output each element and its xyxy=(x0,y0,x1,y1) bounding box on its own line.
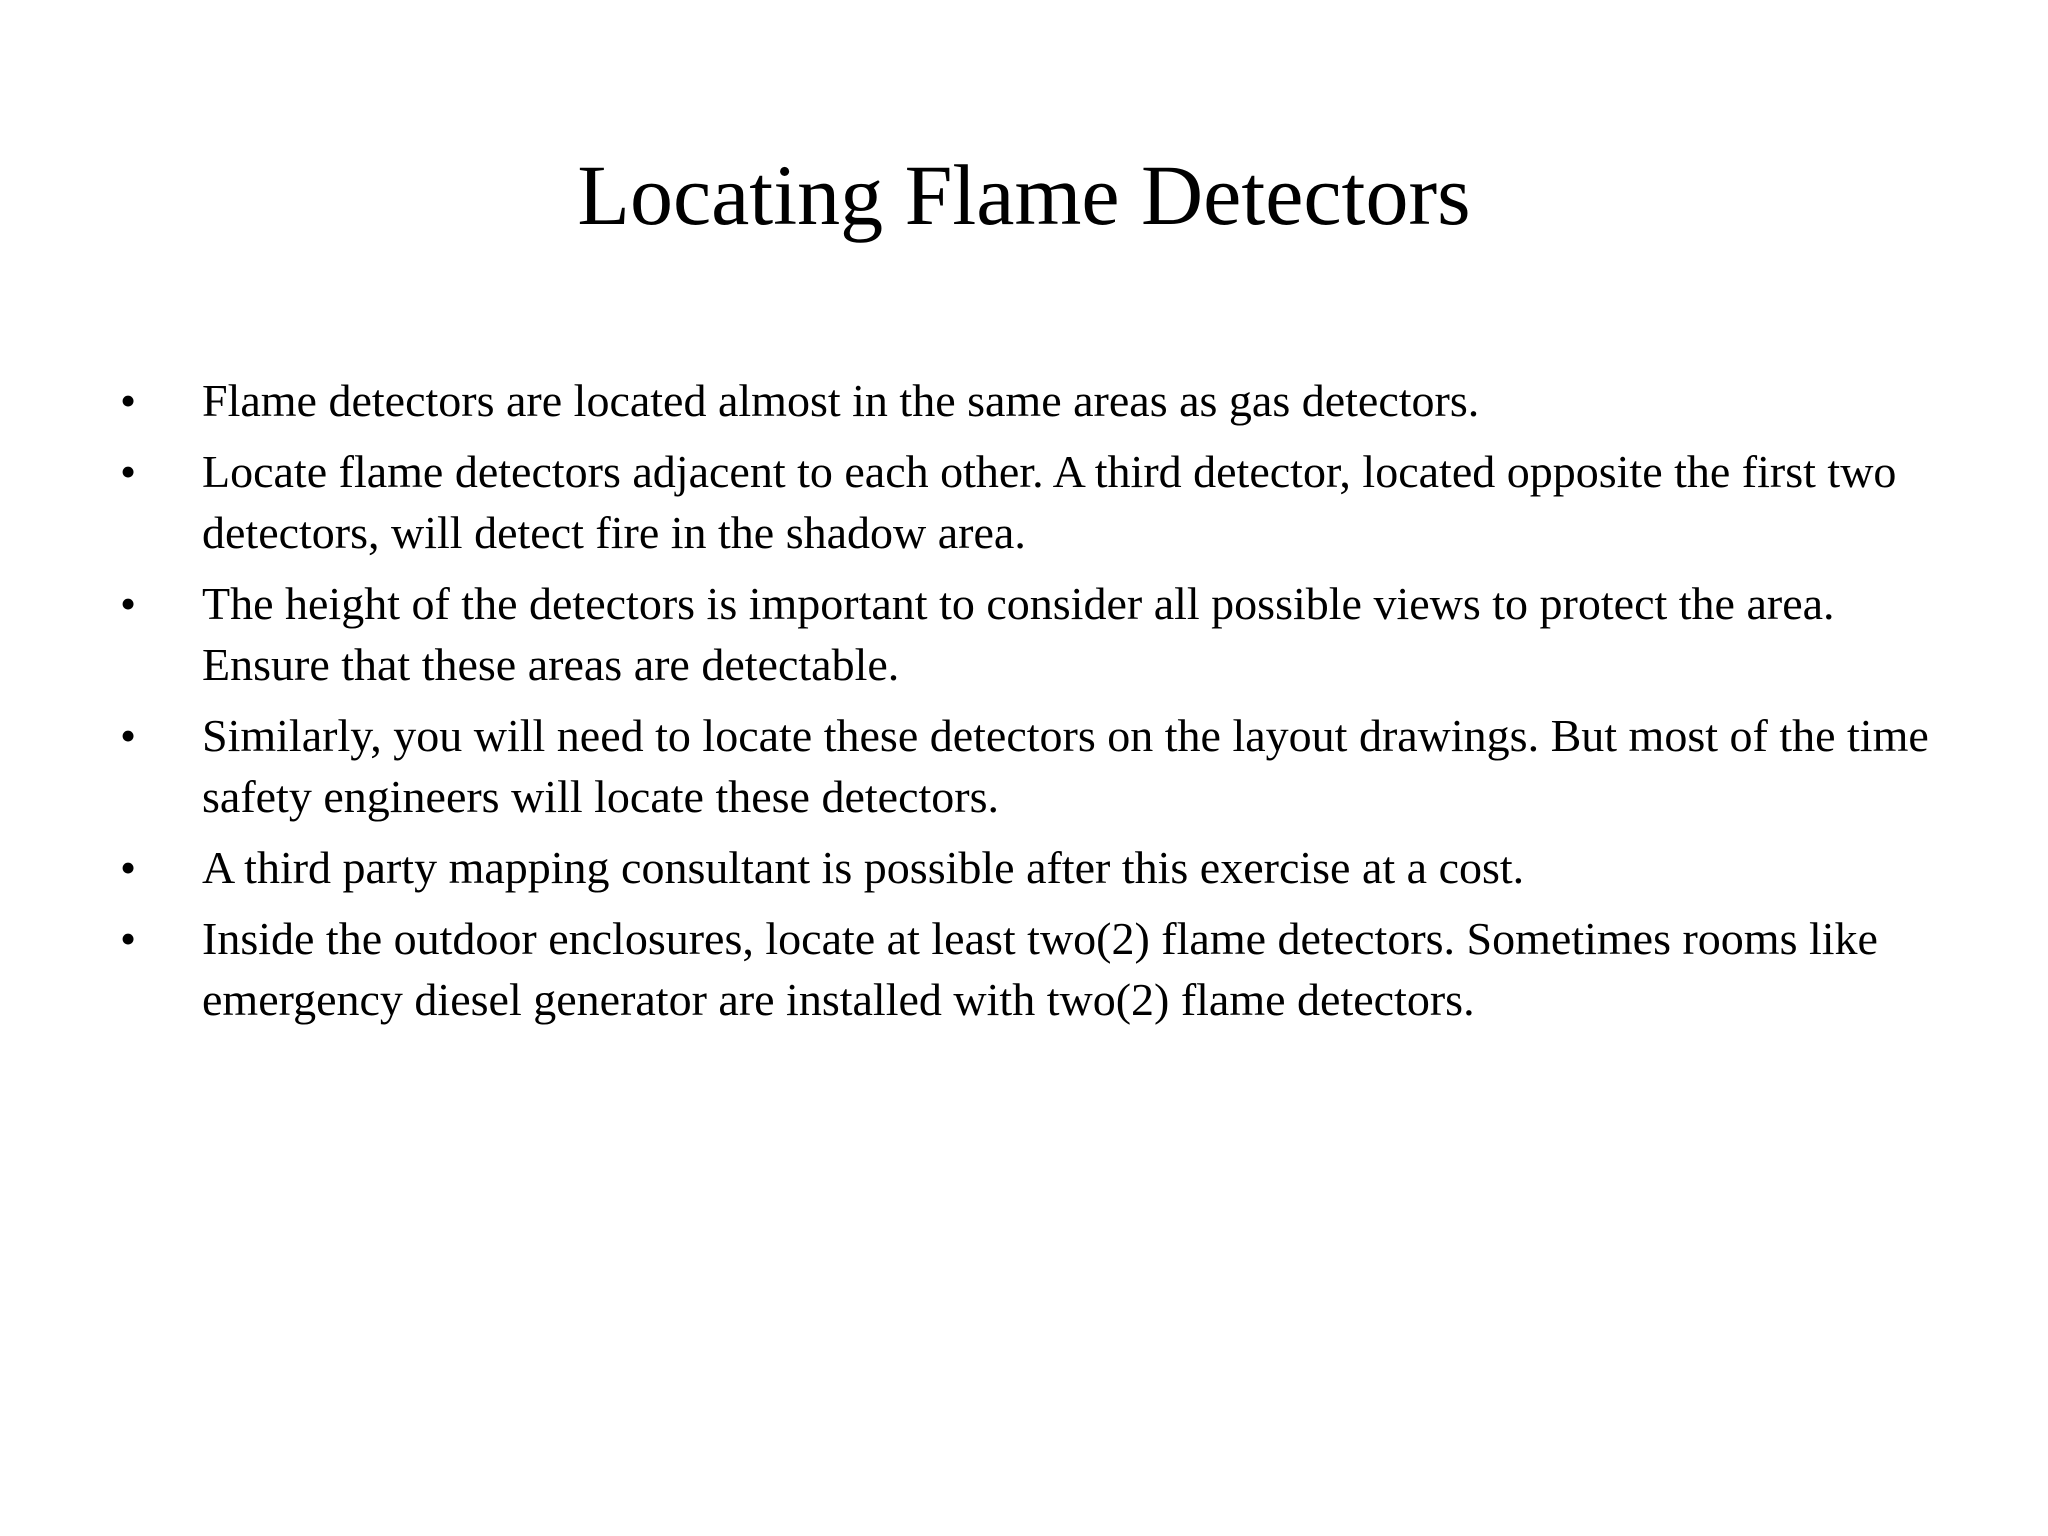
bullet-icon: • xyxy=(120,578,137,629)
bullet-icon: • xyxy=(120,710,137,761)
bullet-item xyxy=(120,837,1950,898)
bullet-item xyxy=(120,908,1950,1030)
bullet-text: Inside the outdoor enclosures, locate at least two(2) flame detectors. Sometimes rooms like emergency diesel generator are installed with two(2) flame detectors. xyxy=(202,913,1878,1025)
bullet-icon: • xyxy=(120,842,137,893)
bullet-text: A third party mapping consultant is possible after this exercise at a cost. xyxy=(202,842,1525,893)
bullet-item xyxy=(120,441,1950,563)
bullet-text: The height of the detectors is important to consider all possible views to protect the area. Ensure that these areas are detectable. xyxy=(202,578,1835,690)
bullet-text: Similarly, you will need to locate these detectors on the layout drawings. But most of the time safety engineers will locate these detectors. xyxy=(202,710,1929,822)
slide-title: Locating Flame Detectors xyxy=(577,147,1471,243)
bullet-item xyxy=(120,370,1950,431)
bullet-icon: • xyxy=(120,446,137,497)
bullet-item xyxy=(120,573,1950,695)
bullet-text: Flame detectors are located almost in the same areas as gas detectors. xyxy=(202,375,1480,426)
bullet-icon: • xyxy=(120,375,137,426)
bullet-list xyxy=(120,370,1950,1040)
bullet-item xyxy=(120,705,1950,827)
bullet-icon: • xyxy=(120,913,137,964)
bullet-text: Locate flame detectors adjacent to each other. A third detector, located opposite the first two detectors, will detect fire in the shadow area. xyxy=(202,446,1897,558)
